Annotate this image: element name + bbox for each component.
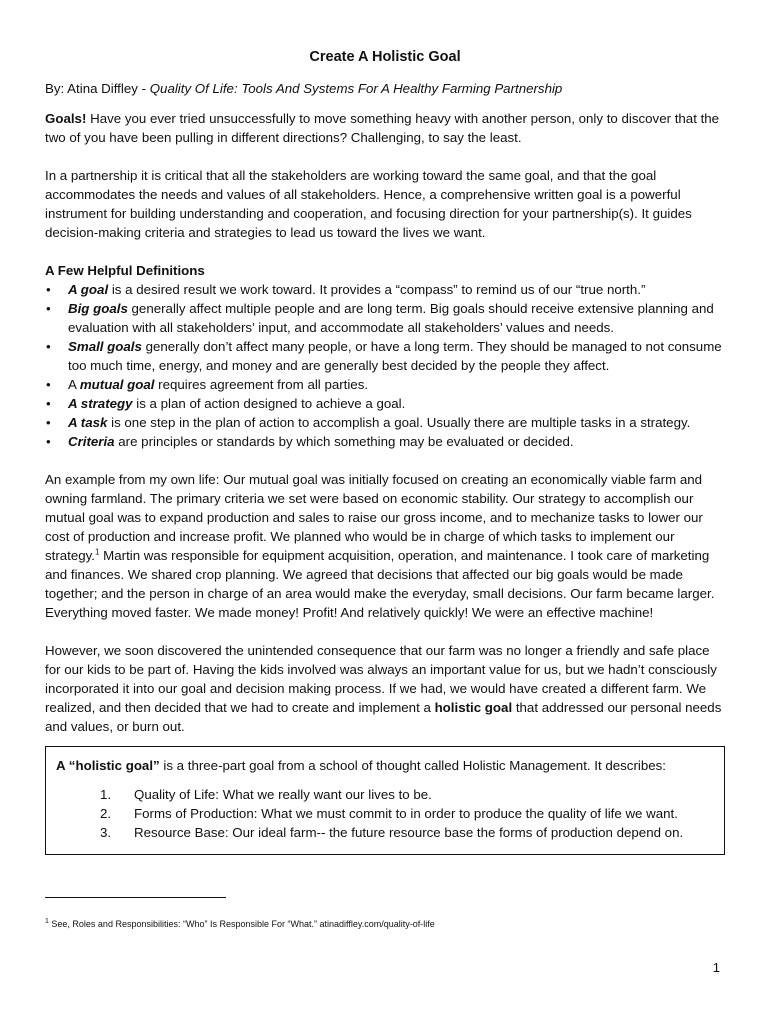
definition-term: A goal [68, 282, 109, 297]
example-text-continued: Martin was responsible for equipment acquisition, operation, and maintenance. I took care of marketing and finances. We shared crop planning. We agreed that decisions that affected our big goals would be made together; and the person in charge of an area would make the everyday, small decisions. Our farm became larger. Everything moved faster. We made money! Profit! And relatively quickly! We were an effective machine! [45, 548, 715, 620]
part-text: Quality of Life: What we really want our lives to be. [134, 787, 432, 802]
example-text: An example from my own life: Our mutual goal was initially focused on creating an economically viable farm and owning farmland. The primary criteria we set were based on economic stability. Our strategy to accomplish our mutual goal was to expand production and sales to raise our gross income, and to mechanize tasks to lower our cost of production and increase profit. We planned who would be in charge of which tasks to implement our strategy. [45, 472, 703, 563]
definition-term: A strategy [68, 396, 133, 411]
callout-intro [56, 756, 714, 775]
footnote-divider [45, 897, 226, 898]
definitions-heading: A Few Helpful Definitions [45, 263, 205, 278]
example-paragraph [45, 470, 725, 622]
part-text: Resource Base: Our ideal farm-- the future resource base the forms of production depend on. [134, 825, 684, 840]
intro-paragraph [45, 109, 725, 147]
definition-item [45, 280, 725, 299]
holistic-goal-part [56, 804, 714, 823]
definition-item [45, 337, 725, 375]
holistic-goal-part [56, 785, 714, 804]
bullet-icon: • [46, 396, 51, 411]
part-number: 3. [100, 825, 112, 840]
however-text-end: that addressed our personal needs and values, or burn out. [45, 700, 722, 734]
footnote [45, 919, 435, 930]
footnote-text: See, Roles and Responsibilities: “Who” Is Responsible For “What.” atinadiffley.com/quality-of-life [48, 919, 435, 929]
definition-text: are principles or standards by which something may be evaluated or decided. [114, 434, 574, 449]
definition-item [45, 299, 725, 337]
bullet-icon: • [46, 415, 51, 430]
definition-text: generally don’t affect many people, or have a long term. They should be managed to not consume too much time, energy, and money and are generally best decided by the people they affect. [68, 339, 722, 373]
definition-text: is one step in the plan of action to accomplish a goal. Usually there are multiple tasks in a strategy. [107, 415, 691, 430]
definitions-list [45, 280, 725, 451]
byline [45, 79, 725, 98]
intro-text: Have you ever tried unsuccessfully to move something heavy with another person, only to discover that the two of you have been pulling in different directions? Challenging, to say the least. [45, 111, 720, 145]
definition-term: A task [68, 415, 108, 430]
byline-author: By: Atina Diffley - [45, 81, 150, 96]
definition-term: Criteria [68, 434, 115, 449]
part-text: Forms of Production: What we must commit to in order to produce the quality of life we want. [134, 806, 678, 821]
bullet-icon: • [46, 434, 51, 449]
document-title: Create A Holistic Goal [309, 49, 461, 65]
holistic-goal-term: holistic goal [434, 700, 513, 715]
footnote-reference[interactable]: 1 [95, 547, 100, 557]
callout-text: is a three-part goal from a school of thought called Holistic Management. It describes: [159, 758, 666, 773]
definition-text: generally affect multiple people and are long term. Big goals should receive extensive planning and evaluation with all stakeholders’ input, and accommodate all stakeholders’ values and needs. [68, 301, 714, 335]
partnership-paragraph: In a partnership it is critical that all the stakeholders are working toward the same goal, and that the goal accommodates the needs and values of all stakeholders. Hence, a comprehensive written goal is a powerful instrument for building understanding and cooperation, and focusing direction for your partnership(s). It guides decision-making criteria and strategies to lead us toward the lives we want. [45, 168, 692, 240]
definition-text: requires agreement from all parties. [154, 377, 369, 392]
definition-text: is a plan of action designed to achieve a goal. [132, 396, 406, 411]
however-paragraph [45, 641, 725, 736]
holistic-goal-parts-list [56, 785, 714, 842]
definition-text: is a desired result we work toward. It provides a “compass” to remind us of our “true north.” [108, 282, 646, 297]
footnote-mark: 1 [45, 918, 49, 925]
holistic-goal-part [56, 823, 714, 842]
definition-item [45, 394, 725, 413]
definition-term: Big goals [68, 301, 128, 316]
however-text: However, we soon discovered the unintended consequence that our farm was no longer a friendly and safe place for our kids to be part of. Having the kids involved was always an important value for us, but we hadn’t consciously incorporated it into our goal and decision making process. If we had, we would have created a different farm. We realized, and then decided that we had to create and implement a [45, 643, 717, 715]
callout-lead: A “holistic goal” [56, 758, 160, 773]
intro-lead: Goals! [45, 111, 87, 126]
definition-pre: A [68, 377, 80, 392]
part-number: 2. [100, 806, 112, 821]
definition-item [45, 432, 725, 451]
part-number: 1. [100, 787, 112, 802]
byline-source: Quality Of Life: Tools And Systems For A Healthy Farming Partnership [149, 81, 563, 96]
definition-item [45, 413, 725, 432]
bullet-icon: • [46, 339, 51, 354]
bullet-icon: • [46, 301, 51, 316]
bullet-icon: • [46, 377, 51, 392]
holistic-goal-callout [45, 746, 725, 855]
definition-term: Small goals [68, 339, 142, 354]
document-page [45, 48, 725, 855]
page-number: 1 [712, 960, 720, 975]
definition-item [45, 375, 725, 394]
bullet-icon: • [46, 282, 51, 297]
definition-term: mutual goal [79, 377, 155, 392]
